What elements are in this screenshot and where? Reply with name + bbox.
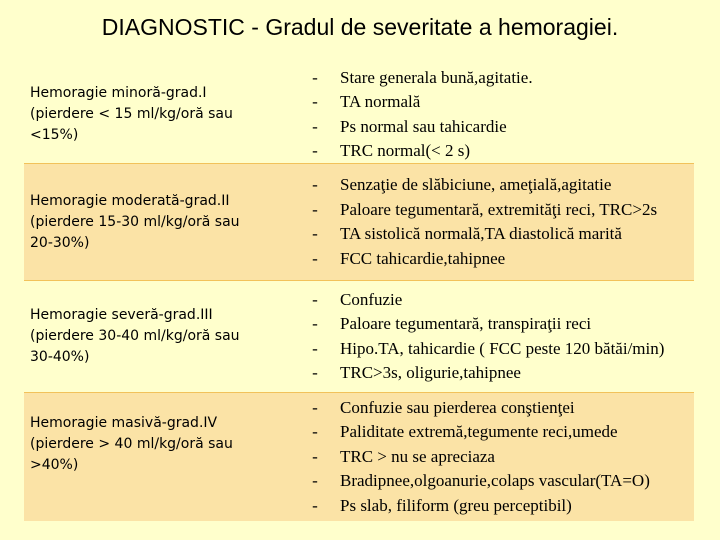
bullet: -	[312, 495, 318, 515]
symptom-text: Senzaţie de slăbiciune, ameţială,agitatie	[340, 175, 612, 194]
symptom-text: TRC > nu se apreciaza	[340, 446, 495, 466]
bullet: -	[312, 248, 318, 268]
page-title: DIAGNOSTIC - Gradul de severitate a hemoragiei.	[101, 14, 619, 40]
grade-detail-1: (pierdere 15-30 ml/kg/oră sau	[30, 213, 240, 230]
grade-detail-1: (pierdere < 15 ml/kg/oră sau	[30, 106, 233, 122]
bullet: -	[312, 92, 318, 111]
symptom-text: Hipo.TA, tahicardie ( FCC peste 120 bătăi/min)	[340, 338, 665, 358]
bullet: -	[312, 199, 318, 219]
grade-label: Hemoragie severă-grad.III	[30, 307, 213, 323]
symptom-text: TRC normal(< 2 s)	[340, 141, 470, 160]
grade-label: Hemoragie masivă-grad.IV	[30, 415, 218, 431]
list-item	[290, 337, 694, 362]
symptom-text: Ps normal sau tahicardie	[340, 116, 507, 136]
grade-cell	[24, 164, 290, 280]
symptom-text: Paloare tegumentară, extremităţi reci, TRC>2s	[340, 199, 658, 219]
grade-detail-1: (pierdere > 40 ml/kg/oră sau	[30, 436, 233, 452]
symptom-text: Bradipnee,olgoanurie,colaps vascular(TA=O)	[340, 471, 650, 491]
list-item	[290, 90, 694, 115]
symptom-text: Ps slab, filiform (greu perceptibil)	[340, 495, 572, 515]
bullet: -	[312, 141, 318, 160]
list-item	[290, 445, 694, 470]
list-item	[290, 361, 694, 386]
list-item	[290, 312, 694, 337]
grade-cell	[24, 66, 290, 163]
grade-detail-2: 30-40%)	[30, 349, 90, 365]
list-item	[290, 198, 694, 223]
table-row-grade-4	[24, 393, 694, 521]
symptom-text: Paliditate extremă,tegumente reci,umede	[340, 422, 618, 442]
symptom-text: TA sistolică normală,TA diastolică marită	[340, 224, 622, 243]
list-item	[290, 288, 694, 313]
symptoms-cell	[290, 281, 694, 392]
grade-cell	[24, 393, 290, 521]
list-item	[290, 247, 694, 272]
list-item	[290, 469, 694, 494]
list-item	[290, 66, 694, 91]
symptoms-cell	[290, 164, 694, 280]
symptom-text: TRC>3s, oligurie,tahipnee	[340, 363, 521, 382]
table-row-grade-3	[24, 281, 694, 393]
symptom-text: Confuzie sau pierderea conştienţei	[340, 397, 575, 417]
bullet: -	[312, 289, 318, 309]
symptom-text: TA normală	[340, 92, 421, 111]
list-item	[290, 139, 694, 164]
bullet: -	[312, 314, 318, 333]
list-item	[290, 396, 694, 421]
table-row-grade-1	[24, 66, 694, 164]
grade-detail-1: (pierdere 30-40 ml/kg/oră sau	[30, 328, 240, 344]
grade-detail-2: >40%)	[30, 457, 79, 473]
severity-table	[24, 66, 694, 521]
bullet: -	[312, 446, 318, 466]
symptom-text: Confuzie	[340, 289, 403, 309]
bullet: -	[312, 175, 318, 194]
grade-label: Hemoragie minoră-grad.I	[30, 85, 207, 101]
symptom-text: Paloare tegumentară, transpiraţii reci	[340, 314, 592, 333]
symptoms-cell	[290, 393, 694, 521]
list-item	[290, 222, 694, 247]
grade-detail-2: <15%)	[30, 127, 79, 143]
symptom-text: Stare generala bună,agitatie.	[340, 67, 533, 87]
symptoms-cell	[290, 66, 694, 163]
bullet: -	[312, 422, 318, 442]
bullet: -	[312, 116, 318, 136]
grade-label: Hemoragie moderată-grad.II	[30, 192, 230, 209]
bullet: -	[312, 338, 318, 358]
grade-detail-2: 20-30%)	[30, 234, 90, 251]
list-item	[290, 115, 694, 140]
list-item	[290, 173, 694, 198]
bullet: -	[312, 363, 318, 382]
list-item	[290, 420, 694, 445]
bullet: -	[312, 67, 318, 87]
symptom-text: FCC tahicardie,tahipnee	[340, 248, 506, 268]
bullet: -	[312, 397, 318, 417]
table-row-grade-2	[24, 164, 694, 281]
bullet: -	[312, 224, 318, 243]
bullet: -	[312, 471, 318, 491]
list-item	[290, 494, 694, 519]
grade-cell	[24, 281, 290, 392]
